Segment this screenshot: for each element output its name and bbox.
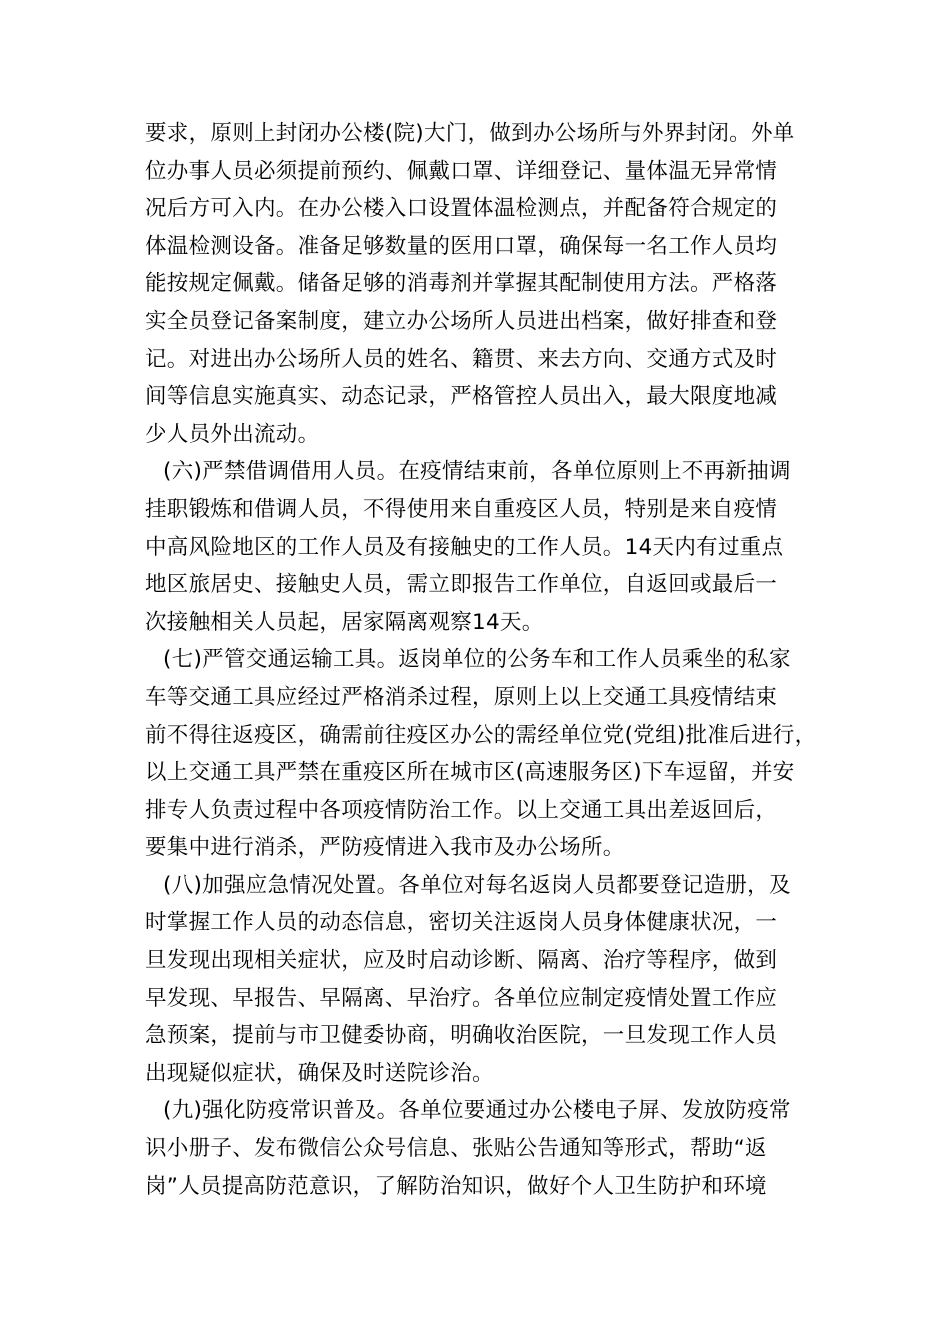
text-line: 能按规定佩戴。储备足够的消毒剂并掌握其配制使用方法。严格落	[145, 271, 778, 297]
text-line: 实全员登记备案制度，建立办公场所人员进出档案，做好排查和登	[145, 308, 778, 334]
text-line: 间等信息实施真实、动态记录，严格管控人员出入，最大限度地减	[145, 384, 778, 410]
text-line: 车等交通工具应经过严格消杀过程，原则上以上交通工具疫情结束	[145, 684, 778, 710]
text-line: 识小册子、发布微信公众号信息、张贴公告通知等形式，帮助“返	[145, 1136, 767, 1162]
text-line: 要集中进行消杀，严防疫情进入我市及办公场所。	[145, 835, 625, 861]
text-line: 要求，原则上封闭办公楼(院)大门，做到办公场所与外界封闭。外单	[145, 121, 795, 146]
text-line: 位办事人员必须提前预约、佩戴口罩、详细登记、量体温无异常情	[145, 158, 778, 184]
text-line: 以上交通工具严禁在重疫区所在城市区(高速服务区)下车逗留，并安	[145, 760, 795, 786]
text-line: 体温检测设备。准备足够数量的医用口罩，确保每一名工作人员均	[145, 233, 778, 259]
paragraph-first-line: (六)严禁借调借用人员。在疫情结束前，各单位原则上不再新抽调	[163, 459, 791, 485]
text-line: 挂职锻炼和借调人员，不得使用来自重疫区人员，特别是来自疫情	[145, 496, 778, 522]
text-line: 少人员外出流动。	[145, 421, 320, 447]
text-line: 旦发现出现相关症状，应及时启动诊断、隔离、治疗等程序，做到	[145, 948, 778, 974]
text-line: 记。对进出办公场所人员的姓名、籍贯、来去方向、交通方式及时	[145, 346, 778, 372]
text-line: 次接触相关人员起，居家隔离观察14天。	[145, 609, 544, 635]
text-line: 况后方可入内。在办公楼入口设置体温检测点，并配备符合规定的	[145, 196, 778, 222]
text-line: 急预案，提前与市卫健委协商，明确收治医院，一旦发现工作人员	[145, 1023, 778, 1049]
paragraph-first-line: (七)严管交通运输工具。返岗单位的公务车和工作人员乘坐的私家	[163, 647, 791, 673]
text-line: 时掌握工作人员的动态信息，密切关注返岗人员身体健康状况，一	[145, 910, 778, 936]
text-line: 中高风险地区的工作人员及有接触史的工作人员。14天内有过重点	[145, 534, 784, 560]
text-line: 地区旅居史、接触史人员，需立即报告工作单位，自返回或最后一	[145, 572, 778, 598]
text-line: 出现疑似症状，确保及时送院诊治。	[145, 1060, 494, 1086]
paragraph-first-line: (九)强化防疫常识普及。各单位要通过办公楼电子屏、发放防疫常	[163, 1098, 791, 1124]
text-line: 岗”人员提高防范意识，了解防治知识，做好个人卫生防护和环境	[145, 1173, 767, 1199]
text-line: 早发现、早报告、早隔离、早治疗。各单位应制定疫情处置工作应	[145, 985, 778, 1011]
text-line: 排专人负责过程中各项疫情防治工作。以上交通工具出差返回后，	[145, 797, 778, 823]
document-body	[145, 115, 825, 1205]
text-line: 前不得往返疫区，确需前往疫区办公的需经单位党(党组)批准后进行，	[145, 722, 817, 748]
paragraph-first-line: (八)加强应急情况处置。各单位对每名返岗人员都要登记造册，及	[163, 872, 791, 898]
